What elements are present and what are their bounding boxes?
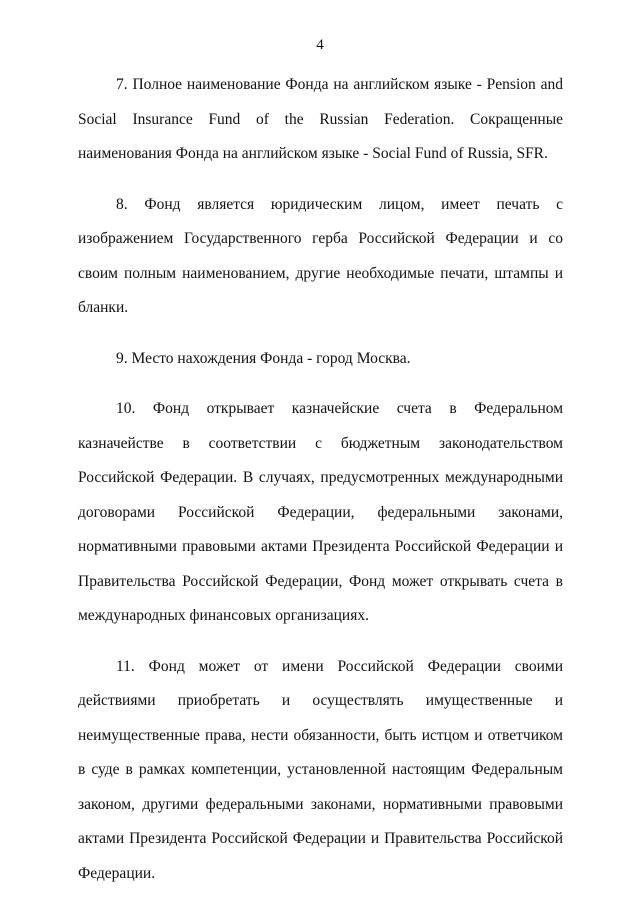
paragraph-7-english-name: 7. Полное наименование Фонда на английском языке - Pension and Social Insurance Fund of the Russian Federation. Сокращенные наименования Фонда на английском языке - Social Fund of Russia, SFR. <box>78 76 563 162</box>
paragraph-8-legal-entity: 8. Фонд является юридическим лицом, имеет печать с изображением Государственного герба Российской Федерации и со своим полным наименованием, другие необходимые печати, штампы и бланки. <box>78 195 563 316</box>
paragraph-10-treasury-accounts: 10. Фонд открывает казначейские счета в Федеральном казначействе в соответствии с бюджетным законодательством Российской Федерации. В случаях, предусмотренных международными договорами Российской Федерации, федеральными законами, нормативными правовыми актами Президента Российской Федерации и Правительства Российской Федерации, Фонд может открывать счета в международных финансовых организациях. <box>78 400 563 624</box>
paragraph-9-location: 9. Место нахождения Фонда - город Москва. <box>116 349 411 367</box>
document-body <box>78 68 563 907</box>
paragraph-11-rights-obligations: 11. Фонд может от имени Российской Федерации своими действиями приобретать и осуществлять имущественные и неимущественные права, нести обязанности, быть истцом и ответчиком в суде в рамках компетенции, установленной настоящим Федеральным законом, другими федеральными законами, нормативными правовыми актами Президента Российской Федерации и Правительства Российской Федерации. <box>78 657 563 882</box>
page-number: 4 <box>316 37 324 53</box>
